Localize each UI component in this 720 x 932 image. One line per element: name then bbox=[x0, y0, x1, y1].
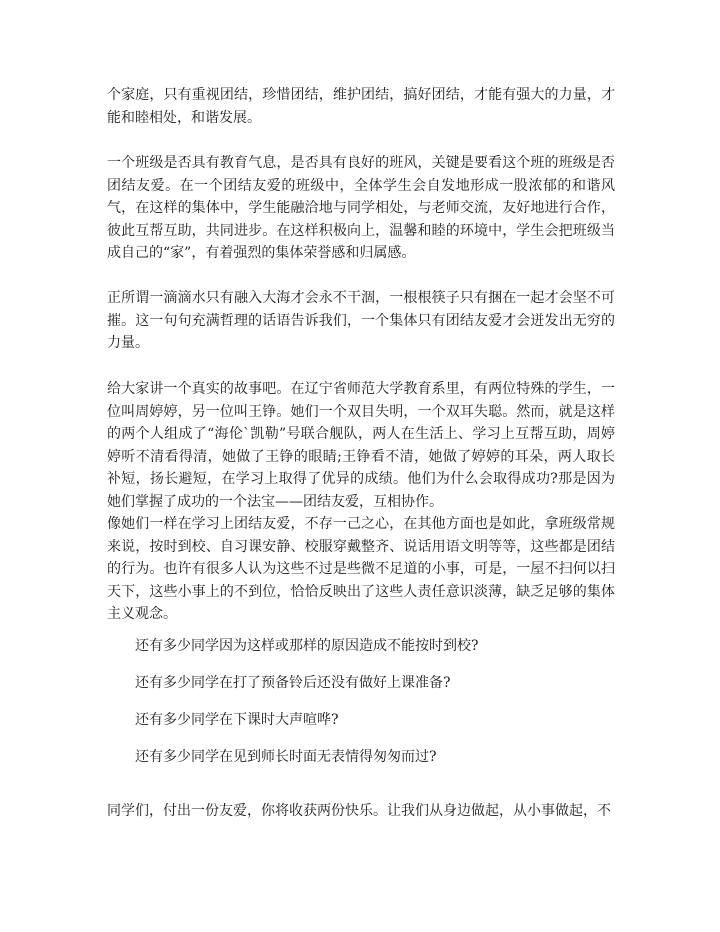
paragraph-water-drops: 正所谓一滴滴水只有融入大海才会永不干涸，一根根筷子只有捆在一起才会坚不可摧。这一句句充满哲理的话语告诉我们，一个集体只有团结友爱才会迸发出无穷的力量。 bbox=[107, 290, 615, 351]
paragraph-family-unity: 个家庭，只有重视团结，珍惜团结，维护团结，搞好团结，才能有强大的力量，才能和睦相处，和谐发展。 bbox=[107, 87, 615, 126]
question-no-greeting: 还有多少同学在见到师长时面无表情得匆匆而过? bbox=[135, 749, 437, 765]
paragraph-small-things: 像她们一样在学习上团结友爱，不存一己之心，在其他方面也是如此，拿班级常规来说，按时到校、自习课安静、校服穿戴整齐、说话用语文明等等，这些都是团结的行为。也许有很多人认为这些不过是些微不足道的小事，可是，一屋不扫何以扫天下，这些小事上的不到位，恰恰反映出了这些人责任意识淡薄，缺乏足够的集体主义观念。 bbox=[107, 516, 615, 622]
paragraph-closing: 同学们，付出一份友爱，你将收获两份快乐。让我们从身边做起，从小事做起，不 bbox=[107, 803, 611, 819]
question-not-ready: 还有多少同学在打了预备铃后还没有做好上课准备? bbox=[135, 675, 451, 691]
question-late-to-school: 还有多少同学因为这样或那样的原因造成不能按时到校? bbox=[135, 638, 479, 654]
paragraph-class-spirit: 一个班级是否具有教育气息，是否具有良好的班风，关键是要看这个班的班级是否团结友爱。在一个团结友爱的班级中，全体学生会自发地形成一股浓郁的和谐风气，在这样的集体中，学生能融洽地与同学相处，与老师交流，友好地进行合作，彼此互帮互助，共同进步。在这样积极向上，温馨和睦的环境中，学生会把班级当成自己的“家”，有着强烈的集体荣誉感和归属感。 bbox=[107, 155, 615, 261]
question-noisy: 还有多少同学在下课时大声喧哗? bbox=[135, 712, 339, 728]
paragraph-true-story: 给大家讲一个真实的故事吧。在辽宁省师范大学教育系里，有两位特殊的学生，一位叫周婷婷，另一位叫王铮。她们一个双目失明，一个双耳失聪。然而，就是这样的两个人组成了“海伦`凯勒”号联合舰队，两人在生活上、学习上互帮互助，周婷婷听不清看得清，她做了王铮的眼睛;王铮看不清，她做了婷婷的耳朵，两人取长补短，扬长避短，在学习上取得了优异的成绩。他们为什么会取得成功?那是因为她们掌握了成功的一个法宝——团结友爱，互相协作。 bbox=[107, 381, 615, 510]
